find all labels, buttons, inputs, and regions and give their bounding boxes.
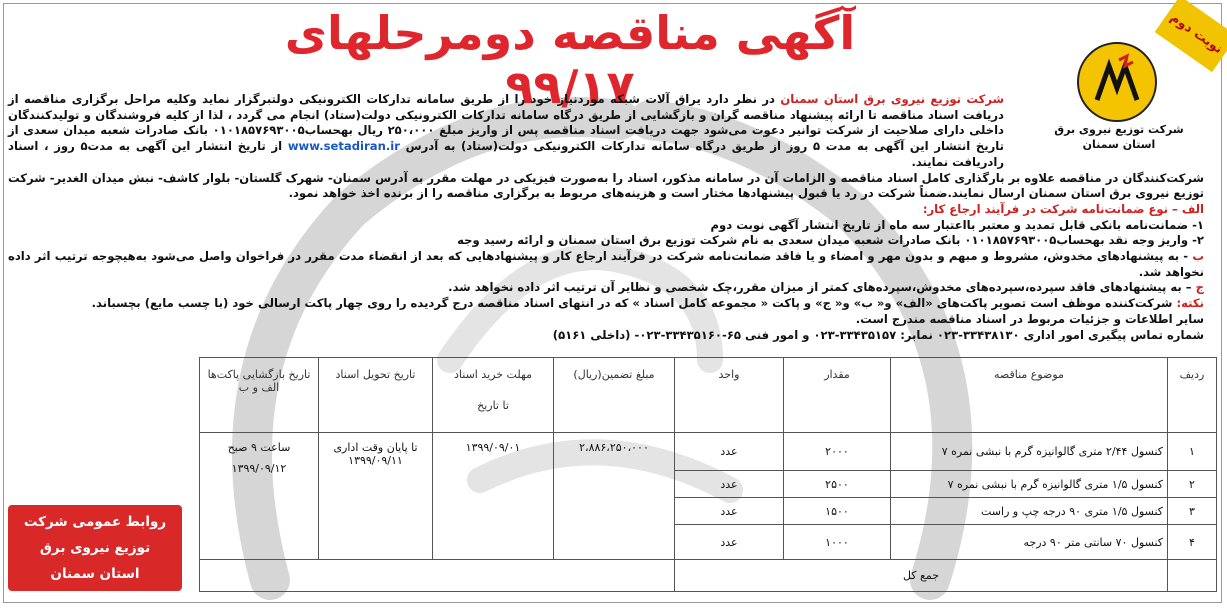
cell-unit: عدد (675, 498, 784, 525)
col-row: ردیف (1168, 358, 1217, 433)
table-header-row (200, 358, 1217, 433)
col-deposit: مبلغ تضمین(ریال) (554, 358, 675, 433)
setad-link[interactable]: www.setadiran.ir (287, 139, 400, 154)
note-c (8, 280, 1204, 296)
cell-subject: کنسول ۱/۵ متری ۹۰ درجه چپ و راست (891, 498, 1168, 525)
tender-table (199, 357, 1217, 592)
note-nb-text: شرکت‌کننده موظف است تصویر پاکت‌های «الف» و« ب» و« ج» و پاکت « مجموعه کامل اسناد » که در انتهای اسناد مناقصه درج گردیده را روی چهار پاکت ارسالی خود (با چسب مایع) بچسباند. (91, 296, 1177, 311)
cell-opening (200, 433, 319, 560)
opening-line-1: ساعت ۹ صبح (227, 441, 291, 454)
pr-line-3: استان سمنان (50, 566, 140, 582)
note-nb (8, 296, 1204, 312)
note-c-text: – به پیشنهادهای فاقد سپرده،سپرده‌های مخدوش،سپرده‌های کمتر از میزان مقرر،چک شخصی و نظایر آن ترتیب اثر داده نخواهد شد. (448, 280, 1196, 295)
cell-qty: ۱۰۰۰ (784, 525, 891, 560)
cell-unit: عدد (675, 471, 784, 498)
intro-paragraph (8, 92, 1204, 171)
cell-purchase: ۱۳۹۹/۰۹/۰۱ (433, 433, 554, 560)
announcement-body (8, 92, 1204, 343)
company-name: شرکت توزیع نیروی برق استان سمنان (780, 92, 1005, 106)
cell-subject: کنسول ۱/۵ متری گالوانیزه گرم با نبشی نمره ۷ (891, 471, 1168, 498)
table-total-row (200, 560, 1217, 592)
col-subject: موضوع مناقصه (891, 358, 1168, 433)
cell-total-spacer (1168, 560, 1217, 592)
cell-row: ۳ (1168, 498, 1217, 525)
delivery-line-1: تا پایان وقت اداری (333, 441, 418, 454)
submission-paragraph: شرکت‌کنندگان در مناقصه علاوه بر بارگذاری کامل اسناد مناقصه و الزامات آن در سامانه مذکور، اسناد را به‌صورت فیزیکی در مهلت مقرر به آدرس سمنان- شهرک گلستان- بلوار کاشف- نبش میدان الغدیر- شرکت توزیع نیروی برق استان سمنان ارسال نمایند.ضمناً شرکت در رد یا قبول پیشنهادها مختار است و هزینه‌های مربوط به برگزاری مناقصه را از برنده اخذ خواهد نمود. (8, 170, 1204, 201)
note-b-text: - به پیشنهادهای مخدوش، مشروط و مبهم و بدون مهر و امضاء و یا فاقد ضمانت‌نامه شرکت در فرآیند ارجاع کار و پیشنهادهایی که بعد از انقضاء مدت مقرر در فراخوان واصل می‌شود به‌هیچوجه ترتیب اثر داده نخواهد شد. (8, 249, 1204, 279)
intro-text-2: از تاریخ انتشار این آگهی به مدت۵ روز ، اسناد رادریافت نمایند. (8, 139, 1004, 169)
round-badge: نوبت دوم (1155, 0, 1227, 72)
contact-line: شماره تماس پیگیری امور اداری ۳۳۴۳۸۱۳۰-۰۲۳ نمابر: ۳۳۴۳۵۱۵۷-۰۲۳ و امور فنی ۶۵-۳۳۴۳۵۱۶۰-۰۲۳- (داخلی ۵۱۶۱) (552, 327, 1204, 342)
cell-row: ۲ (1168, 471, 1217, 498)
col-purchase-deadline (433, 358, 554, 433)
purchase-deadline-label: مهلت خرید اسناد (454, 368, 532, 381)
cell-unit: عدد (675, 525, 784, 560)
note-nb-label: نکته: (1176, 296, 1204, 311)
cell-total-label: جمع کل (675, 560, 1168, 592)
cell-qty: ۲۵۰۰ (784, 471, 891, 498)
cell-subject: کنسول ۲/۴۴ متری گالوانیزه گرم با نبشی نمره ۷ (891, 433, 1168, 471)
cell-total-value (200, 560, 675, 592)
logo-line-1: شرکت توزیع نیروی برق (1054, 123, 1184, 136)
col-opening: تاریخ بازگشایی پاکت‌ها الف و ب (200, 358, 319, 433)
pr-line-1: روابط عمومی شرکت (23, 514, 167, 530)
cell-unit: عدد (675, 433, 784, 471)
info-line: سایر اطلاعات و جزئیات مربوط در اسناد مناقصه مندرج است. (855, 311, 1204, 326)
col-unit: واحد (675, 358, 784, 433)
purchase-sub-label: تا تاریخ (477, 399, 509, 412)
cell-deposit: ۲،۸۸۶،۲۵۰،۰۰۰ (554, 433, 675, 560)
cell-qty: ۱۵۰۰ (784, 498, 891, 525)
col-qty: مقدار (784, 358, 891, 433)
guarantee-item-2: ۲- واریز وجه نقد بهحساب۰۱۰۱۸۵۷۶۹۳۰۰۵ بانک صادرات شعبه میدان سعدی به نام شرکت توزیع برق استان سمنان و ارائه رسید وجه (457, 233, 1204, 248)
cell-row: ۱ (1168, 433, 1217, 471)
pr-line-2: توزیع نیروی برق (39, 540, 151, 556)
table-row (200, 433, 1217, 471)
note-b-label: ب (1192, 249, 1204, 264)
cell-subject: کنسول ۷۰ سانتی متر ۹۰ درجه (891, 525, 1168, 560)
cell-delivery (319, 433, 433, 560)
delivery-line-2: ۱۳۹۹/۰۹/۱۱ (348, 454, 403, 467)
col-delivery: تاریخ تحویل اسناد (319, 358, 433, 433)
note-b (8, 249, 1204, 280)
note-c-label: ج (1195, 280, 1204, 295)
page-title: آگهی مناقصه دومرحلهای ۹۹/۱۷ (284, 6, 856, 114)
guarantee-item-1: ۱- ضمانت‌نامه بانکی قابل تمدید و معتبر بااعتبار سه ماه از تاریخ انتشار آگهی نوبت دوم (710, 217, 1204, 232)
cell-row: ۴ (1168, 525, 1217, 560)
guarantee-heading: الف – نوع ضمانت‌نامه شرکت در فرآیند ارجاع کار: (922, 201, 1204, 216)
intro-text-1: در نظر دارد یراق آلات شبکه موردنیاز خود را از طریق سامانه تدارکات الکترونیکی دولتبرگزار نماید وکلیه مراحل برگزاری مناقصه از دریافت اسناد مناقصه تا ارائه پیشنهاد مناقصه گران و بازگشایی از طریق درگاه سامانه تدارکات الکترونیکی دولت(ستاد) انجام می گردد ، لذا از کلیه فروشندگان و تولیدکنندگان داخلی دارای صلاحیت از شرکت توانیر دعوت می‌شود جهت دریافت اسناد مناقصه پس از واریز مبلغ ۲۵۰،۰۰۰ ریال بهحساب۰۱۰۱۸۵۷۶۹۳۰۰۵ بانک صادرات شعبه میدان سعدی از تاریخ انتشار این آگهی به مدت ۵ روز از طریق درگاه سامانه تدارکات الکترونیکی دولت(ستاد) به آدرس (8, 92, 1005, 154)
opening-line-2: ۱۳۹۹/۰۹/۱۲ (231, 462, 287, 475)
public-relations-box (8, 505, 182, 591)
logo-line-2: استان سمنان (1082, 138, 1156, 151)
cell-qty: ۲۰۰۰ (784, 433, 891, 471)
